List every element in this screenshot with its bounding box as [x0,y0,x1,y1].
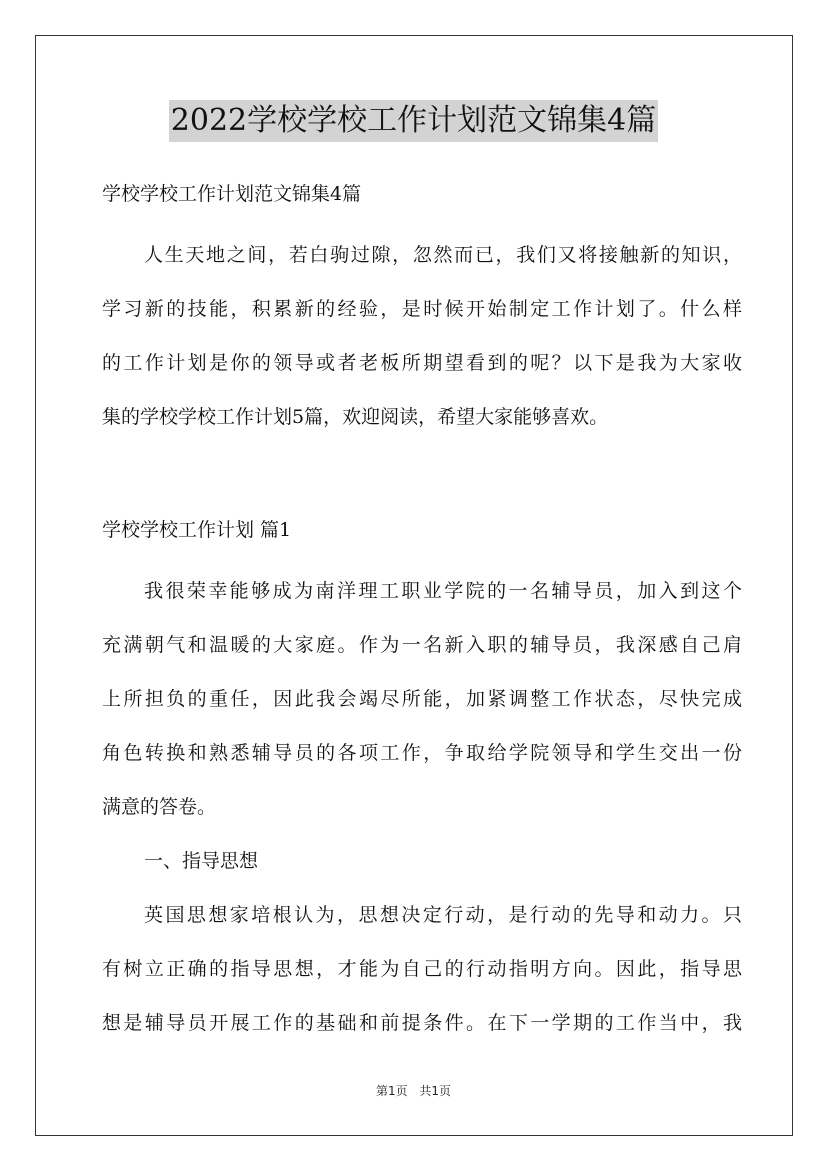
paragraph-line: 英国思想家培根认为，思想决定行动，是行动的先导和动力。只 [144,904,742,926]
paragraph-line: 我很荣幸能够成为南洋理工职业学院的一名辅导员，加入到这个 [144,580,742,602]
guide-paragraph [102,888,742,1050]
paragraph-line: 充满朝气和温暖的大家庭。作为一名新入职的辅导员，我深感自己肩 [102,634,742,656]
document-body [102,174,742,1050]
paragraph-line: 学习新的技能，积累新的经验，是时候开始制定工作计划了。什么样 [102,298,742,320]
paragraph-line: 满意的答卷。 [102,796,217,818]
page-footer [0,1082,827,1099]
paragraph-line: 人生天地之间，若白驹过隙，忽然而已，我们又将接触新的知识， [144,244,742,266]
intro-paragraph [102,228,742,444]
paragraph-line: 的工作计划是你的领导或者老板所期望看到的呢？以下是我为大家收 [102,352,742,374]
title-container [0,100,827,142]
paragraph-line: 有树立正确的指导思想，才能为自己的行动指明方向。因此，指导思 [102,958,742,980]
page-number-current: 第1页 [375,1084,408,1098]
subheading-block [102,834,742,888]
paragraph-line: 想是辅导员开展工作的基础和前提条件。在下一学期的工作当中，我 [102,1012,742,1034]
paragraph-line: 集的学校学校工作计划5篇，欢迎阅读，希望大家能够喜欢。 [102,406,609,428]
paragraph-line: 上所担负的重任，因此我会竭尽所能，加紧调整工作状态，尽快完成 [102,688,742,710]
section-heading: 学校学校工作计划 篇1 [102,519,292,541]
document-title: 2022学校学校工作计划范文锦集4篇 [169,100,658,142]
page-number-total: 共1页 [419,1084,452,1098]
paragraph-line: 角色转换和熟悉辅导员的各项工作，争取给学院领导和学生交出一份 [102,742,742,764]
section-paragraph [102,564,742,834]
subtitle: 学校学校工作计划范文锦集4篇 [102,183,362,205]
subheading: 一、指导思想 [144,850,259,872]
